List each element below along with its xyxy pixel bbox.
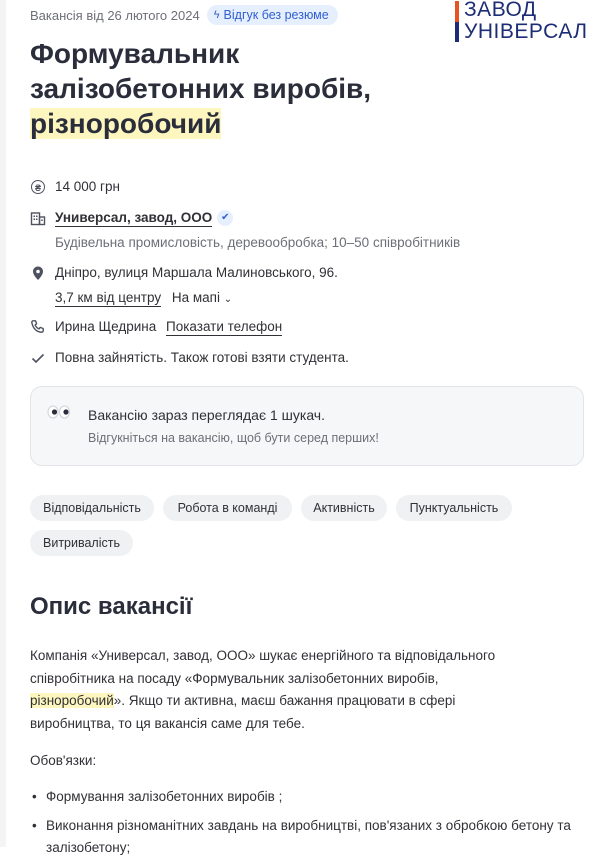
bullet-icon: • xyxy=(32,789,37,804)
left-edge xyxy=(0,0,6,847)
building-icon xyxy=(30,210,46,226)
bullet-icon: • xyxy=(32,818,37,833)
title-line1: Формувальник xyxy=(30,38,240,69)
coin-icon: ₴ xyxy=(31,180,45,194)
description-line2: співробітника на посаду «Формувальник залізобетонних виробів, xyxy=(30,670,439,686)
description-line3: ». Якщо ти активна, маєш бажання працювати в сфері xyxy=(113,693,456,708)
meta-row xyxy=(30,4,338,26)
viewers-subtitle: Відгукніться на вакансію, щоб бути серед перших! xyxy=(88,431,379,445)
duties-heading: Обов'язки: xyxy=(30,753,97,768)
viewers-title: Вакансію зараз переглядає 1 шукач. xyxy=(88,407,325,423)
verified-check-icon: ✔ xyxy=(217,210,233,226)
logo-text-line2: УНІВЕРСАЛ xyxy=(464,20,588,43)
viewers-card xyxy=(30,386,584,466)
address: Дніпро, вулиця Маршала Малиновського, 96. xyxy=(55,265,338,280)
no-resume-badge[interactable] xyxy=(207,5,338,25)
duty-text: Формування залізобетонних виробів ; xyxy=(46,789,283,804)
company-name-wrap xyxy=(55,209,233,227)
map-toggle-label: На мапі xyxy=(171,290,220,305)
vacancy-title xyxy=(30,36,450,141)
logo-text-line1: ЗАВОД xyxy=(464,0,537,21)
title-line2: залізобетонних виробів, xyxy=(30,73,372,104)
tag-punctuality[interactable]: Пунктуальність xyxy=(396,495,512,521)
eyes-icon xyxy=(47,405,71,423)
company-details: Будівельна промисловість, деревообробка; 10–50 співробітників xyxy=(55,235,461,250)
posted-date: Вакансія від 26 лютого 2024 xyxy=(30,7,200,23)
contact-wrap xyxy=(55,318,282,336)
show-phone-link[interactable]: Показати телефон xyxy=(166,319,283,334)
logo-bar-orange xyxy=(455,1,459,22)
contact-name: Ирина Щедрина xyxy=(55,319,157,334)
description-line4: виробництва, то ця вакансія саме для тебе. xyxy=(30,715,305,731)
distance-row xyxy=(55,289,232,309)
title-line3-highlight: різноробочий xyxy=(30,108,222,139)
map-pin-icon xyxy=(30,265,46,281)
description-heading: Опис вакансії xyxy=(30,593,193,620)
logo-bar-navy xyxy=(455,22,459,42)
chevron-down-icon: ⌄ xyxy=(223,294,233,305)
phone-icon xyxy=(30,319,46,335)
tag-activity[interactable]: Активність xyxy=(301,495,387,521)
tag-responsibility[interactable]: Відповідальність xyxy=(30,495,154,521)
tag-teamwork[interactable]: Робота в команді xyxy=(163,495,292,521)
employment-type: Повна зайнятість. Також готові взяти студента. xyxy=(55,350,349,365)
salary-value: 14 000 грн xyxy=(55,179,120,194)
description-highlight: різноробочий xyxy=(30,693,114,708)
tag-endurance[interactable]: Витривалість xyxy=(30,530,133,556)
no-resume-badge-label: Відгук без резюме xyxy=(223,8,329,22)
company-name-link[interactable]: Универсал, завод, ООО xyxy=(55,210,213,225)
map-toggle[interactable] xyxy=(172,290,232,305)
description-text xyxy=(30,645,565,735)
description-line1: Компанія «Универсал, завод, ООО» шукає енергійного та відповідального xyxy=(30,648,496,663)
bolt-icon: ϟ xyxy=(213,9,220,21)
distance-link[interactable]: 3,7 км від центру xyxy=(55,290,162,305)
checkmark-icon xyxy=(30,350,46,366)
duty-text: Виконання різноманітних завдань на виробництві, пов'язаних з обробкою бетону та залізобетону; xyxy=(46,818,571,855)
company-logo[interactable] xyxy=(455,0,587,44)
